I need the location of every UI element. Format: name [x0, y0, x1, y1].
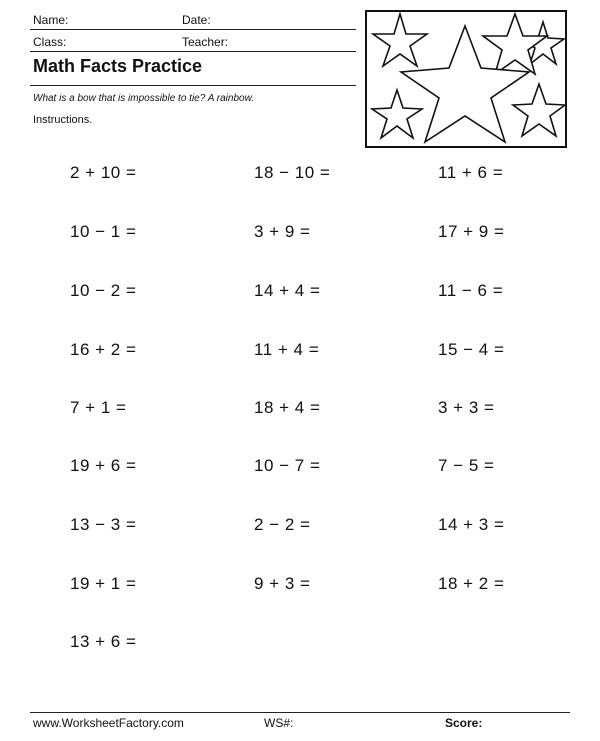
problem-item: 18 + 2 =	[438, 574, 505, 593]
problem-item: 15 − 4 =	[438, 340, 505, 359]
problem-item: 9 + 3 =	[254, 574, 311, 593]
footer-ws-label: WS#:	[264, 716, 294, 730]
problem-item: 11 + 6 =	[438, 163, 504, 182]
instructions-text: Instructions.	[33, 114, 93, 126]
footer-score-label: Score:	[445, 716, 483, 730]
problem-item: 19 + 6 =	[70, 456, 137, 475]
problem-item: 7 − 5 =	[438, 456, 495, 475]
footer-divider	[30, 712, 570, 713]
problem-item: 7 + 1 =	[70, 398, 127, 417]
problem-item: 18 − 10 =	[254, 163, 331, 182]
problem-item: 11 − 6 =	[438, 281, 504, 300]
problem-item: 3 + 3 =	[438, 398, 495, 417]
riddle-text: What is a bow that is impossible to tie? A rainbow.	[33, 93, 255, 104]
page-title: Math Facts Practice	[33, 56, 203, 76]
problem-item: 18 + 4 =	[254, 398, 321, 417]
problem-item: 14 + 4 =	[254, 281, 321, 300]
date-label: Date:	[182, 13, 211, 27]
problem-item: 13 − 3 =	[70, 515, 137, 534]
problem-item: 14 + 3 =	[438, 515, 505, 534]
problem-item: 2 + 10 =	[70, 163, 137, 182]
problem-item: 19 + 1 =	[70, 574, 137, 593]
class-label: Class:	[33, 35, 67, 49]
problem-item: 3 + 9 =	[254, 222, 311, 241]
problem-item: 2 − 2 =	[254, 515, 311, 534]
problem-item: 13 + 6 =	[70, 632, 137, 651]
problem-item: 10 − 2 =	[70, 281, 137, 300]
teacher-label: Teacher:	[182, 35, 229, 49]
footer-website: www.WorksheetFactory.com	[33, 716, 184, 730]
problem-item: 17 + 9 =	[438, 222, 505, 241]
name-label: Name:	[33, 13, 69, 27]
problem-item: 11 + 4 =	[254, 340, 320, 359]
problem-item: 10 − 1 =	[70, 222, 137, 241]
problem-item: 10 − 7 =	[254, 456, 321, 475]
problem-item: 16 + 2 =	[70, 340, 137, 359]
